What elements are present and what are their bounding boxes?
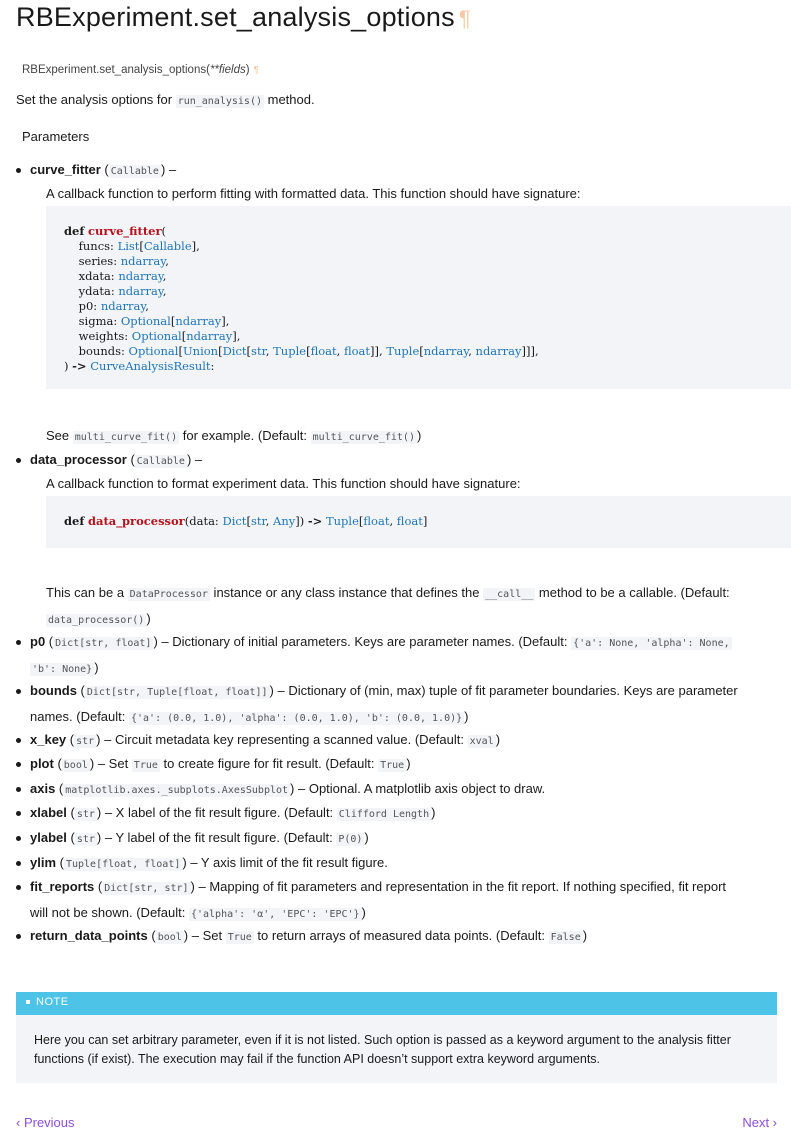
data-processor-note: This can be a DataProcessor instance or any class instance that defines the __call__ method to be a callable. (Default: data_processor() ) xyxy=(46,585,730,626)
param-ylabel: ylabel ( str ) – Y label of the fit result figure. (Default: P(0) ) xyxy=(30,826,777,852)
bullet-icon xyxy=(16,836,21,841)
bullet-icon xyxy=(16,885,21,890)
code-line: sigma: Optional[ndarray], xyxy=(64,314,230,328)
bullet-icon xyxy=(16,689,21,694)
curve-fitter-code-block xyxy=(46,206,791,389)
param-axis: axis ( matplotlib.axes._subplots.AxesSubplot ) – Optional. A matplotlib axis object to draw. xyxy=(30,777,777,803)
page-title: RBExperiment.set_analysis_options ¶ xyxy=(16,2,471,32)
previous-link[interactable]: ‹ Previous xyxy=(16,1115,75,1130)
bullet-icon xyxy=(16,787,21,792)
param-x-key: x_key ( str ) – Circuit metadata key representing a scanned value. (Default: xval ) xyxy=(30,728,777,754)
data-processor-description: A callback function to format experiment data. This function should have signature: xyxy=(46,476,521,491)
code-line: def data_processor(data: Dict[str, Any]) -> Tuple[float, float] xyxy=(64,514,428,528)
note-icon xyxy=(26,1000,30,1004)
bullet-icon xyxy=(16,811,21,816)
param-return-data-points: return_data_points ( bool ) – Set True to return arrays of measured data points. (Default: False ) xyxy=(30,924,777,950)
param-ylim: ylim ( Tuple[float, float] ) – Y axis limit of the fit result figure. xyxy=(30,851,777,877)
bullet-icon xyxy=(16,458,21,463)
param-plot: plot ( bool ) – Set True to create figure for fit result. (Default: True ) xyxy=(30,752,777,778)
code-line: funcs: List[Callable], xyxy=(64,239,200,253)
code-line: p0: ndarray, xyxy=(64,299,149,313)
function-signature: RBExperiment.set_analysis_options(**fields) ¶ xyxy=(22,64,259,76)
code-line: series: ndarray, xyxy=(64,254,169,268)
bullet-icon xyxy=(16,762,21,767)
code-line: def curve_fitter( xyxy=(64,224,167,238)
param-data-processor: data_processor ( Callable ) – xyxy=(30,448,777,474)
curve-fitter-description: A callback function to perform fitting with formatted data. This function should have signature: xyxy=(46,186,581,201)
note-heading: NOTE xyxy=(16,992,777,1015)
intro-text: Set the analysis options for run_analysis() method. xyxy=(16,92,315,107)
param-xlabel: xlabel ( str ) – X label of the fit result figure. (Default: Clifford Length ) xyxy=(30,801,777,827)
param-p0: p0 ( Dict[str, float] ) – Dictionary of initial parameters. Keys are parameter names. (Default: {'a': None, 'alpha': None, 'b': None} ) xyxy=(30,630,777,682)
note-body: Here you can set arbitrary parameter, even if it is not listed. Such option is passed as a keyword argument to the analysis fitter functions (if exist). The execution may fail if the function API doesn’t support extra keyword arguments. xyxy=(16,1015,777,1083)
parameters-heading: Parameters xyxy=(22,129,90,144)
bullet-icon xyxy=(16,738,21,743)
param-curve-fitter: curve_fitter ( Callable ) – xyxy=(30,158,777,184)
next-link[interactable]: Next › xyxy=(742,1115,777,1130)
code-line: weights: Optional[ndarray], xyxy=(64,329,241,343)
bullet-icon xyxy=(16,934,21,939)
bullet-icon xyxy=(16,861,21,866)
permalink-icon[interactable]: ¶ xyxy=(458,6,471,31)
code-line: ydata: ndarray, xyxy=(64,284,167,298)
param-fit-reports: fit_reports ( Dict[str, str] ) – Mapping of fit parameters and representation in the fit report. If nothing specified, fit report will not be shown. (Default: {'alpha': 'α', 'EPC': 'EPC'} ) xyxy=(30,875,777,927)
data-processor-code-block xyxy=(46,496,791,548)
code-line: bounds: Optional[Union[Dict[str, Tuple[float, float]], Tuple[ndarray, ndarray]]], xyxy=(64,344,539,358)
code-line: xdata: ndarray, xyxy=(64,269,167,283)
bullet-icon xyxy=(16,640,21,645)
bullet-icon xyxy=(16,168,21,173)
param-bounds: bounds ( Dict[str, Tuple[float, float]] ) – Dictionary of (min, max) tuple of fit parameter boundaries. Keys are parameter names. (Default: {'a': (0.0, 1.0), 'alpha': (0.0, 1.0), 'b': (0.0, 1.0)} ) xyxy=(30,679,777,731)
code-line: ) -> CurveAnalysisResult: xyxy=(64,359,215,373)
signature-permalink-icon[interactable]: ¶ xyxy=(253,65,259,76)
curve-fitter-see-also: See multi_curve_fit() for example. (Default: multi_curve_fit() ) xyxy=(46,428,422,443)
